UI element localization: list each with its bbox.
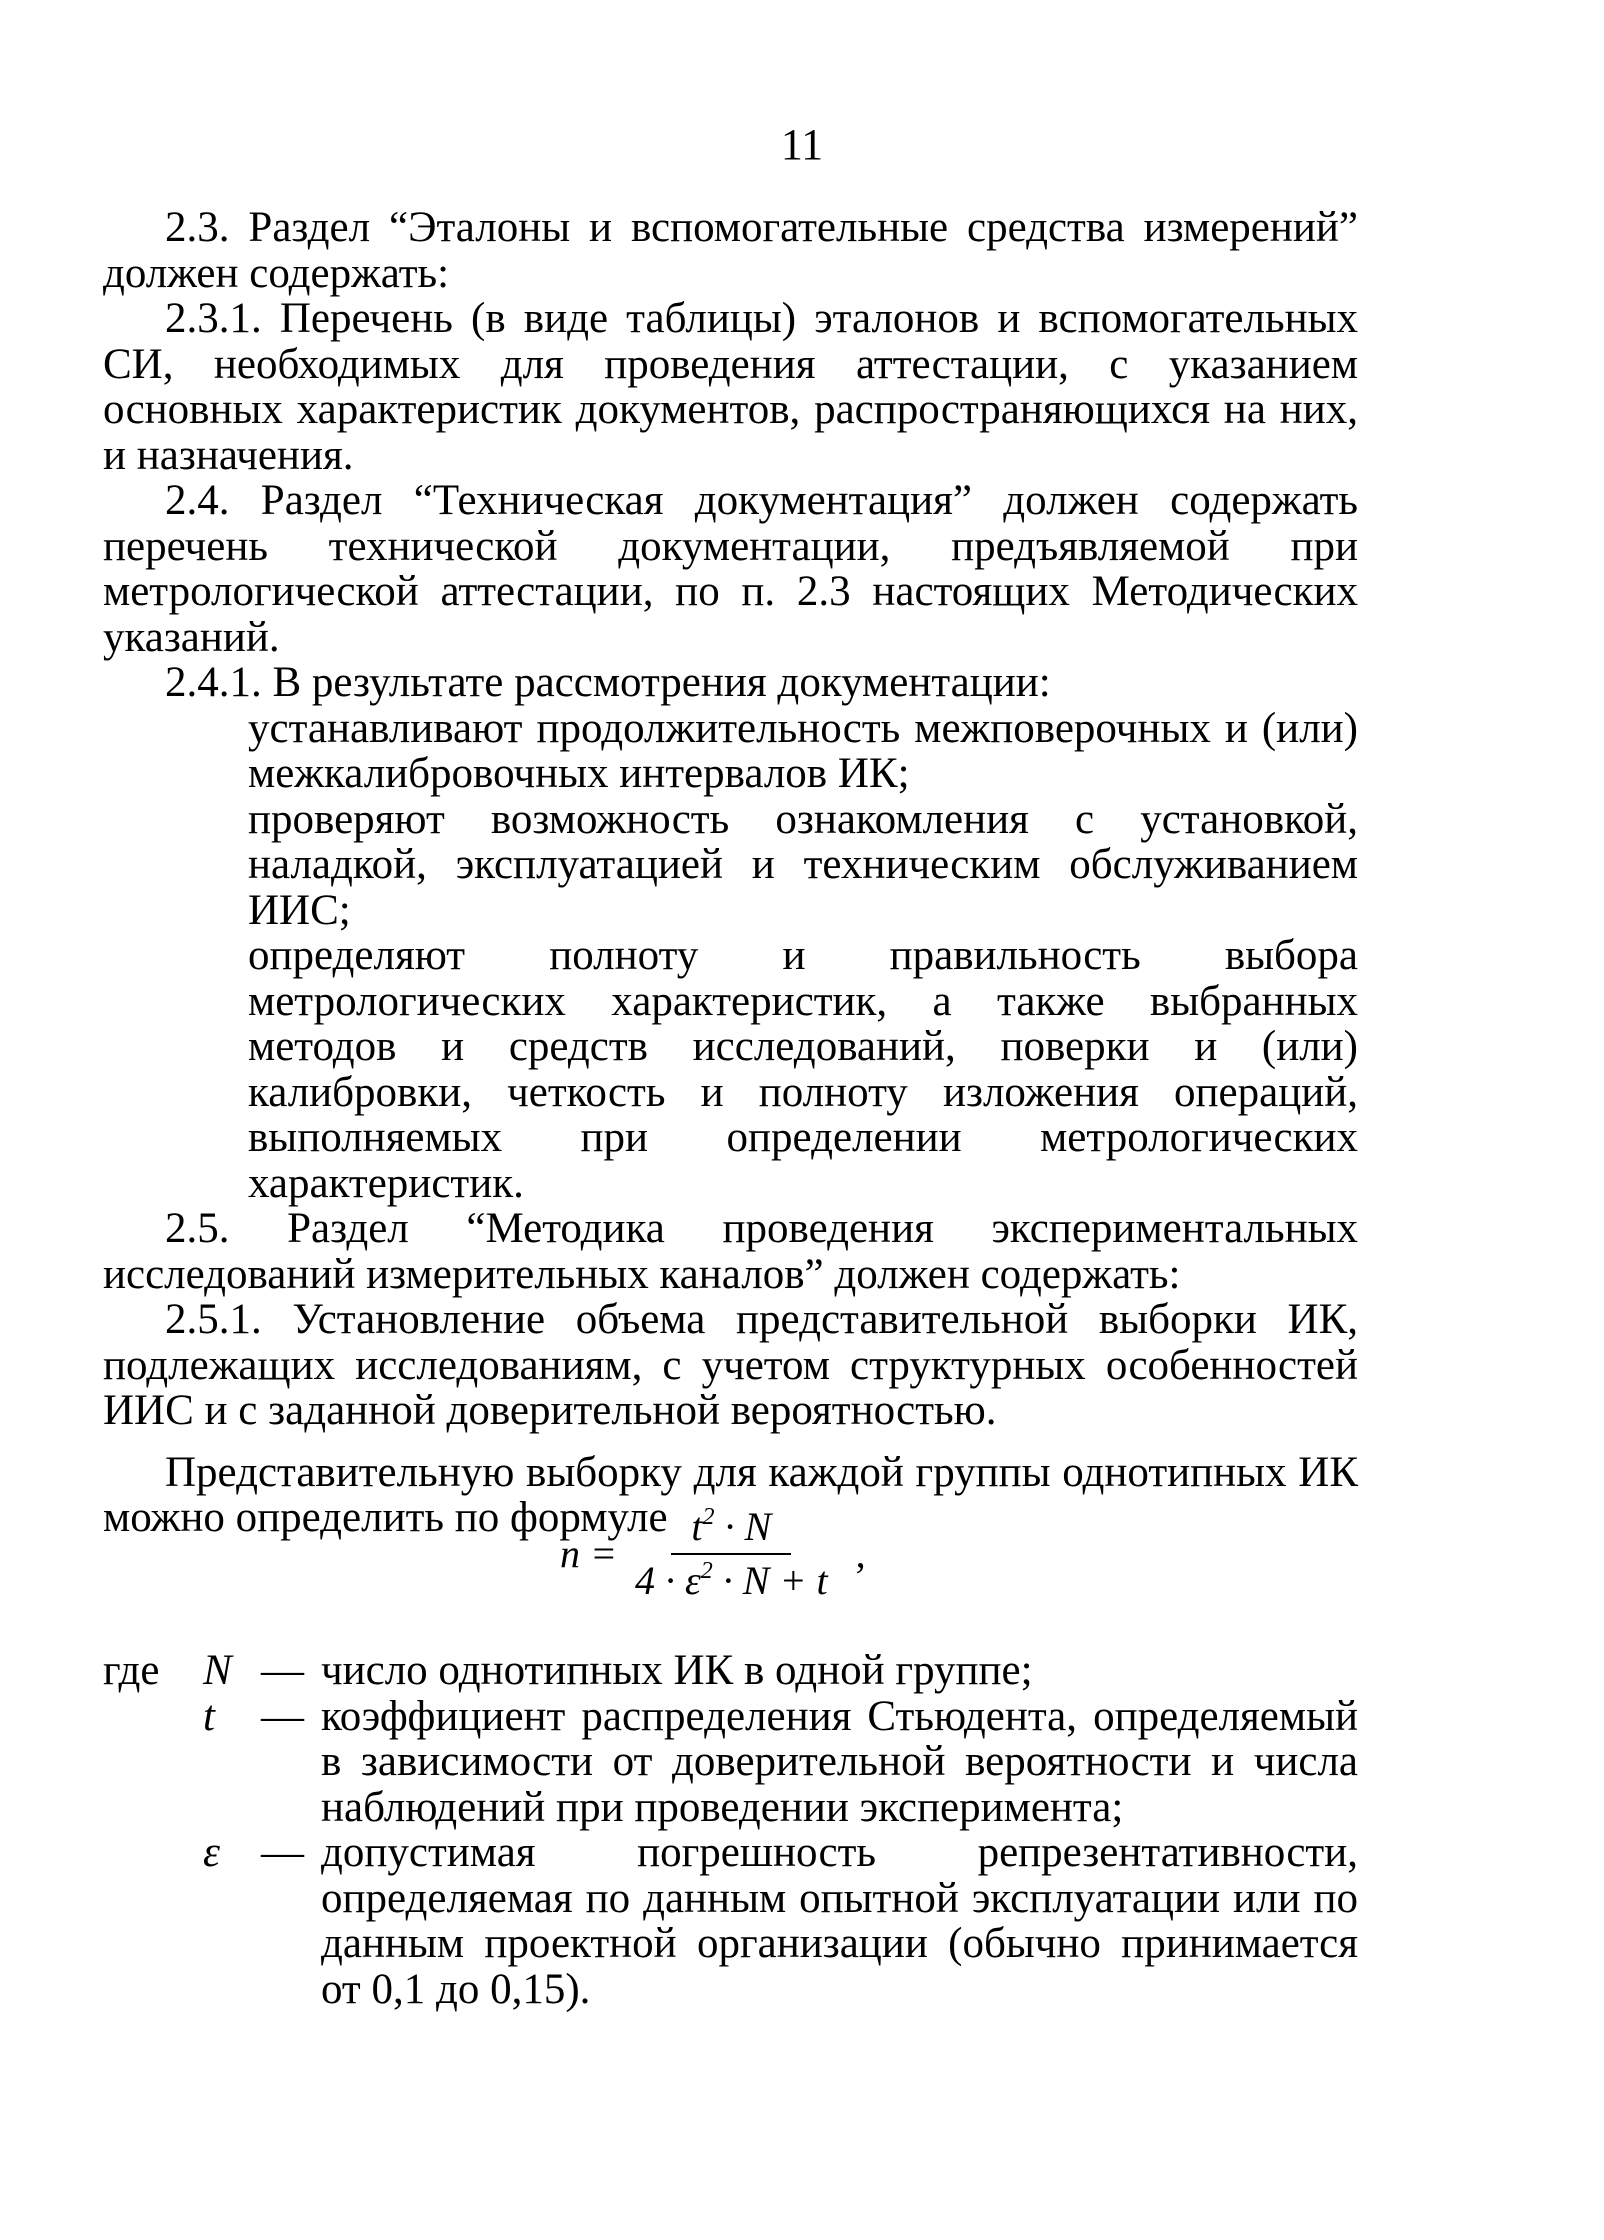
- legend-symbol: ε: [203, 1829, 220, 1876]
- legend-row: [103, 1694, 1358, 1831]
- formula-den-a: 4 · ε: [635, 1558, 701, 1603]
- where-legend: [103, 1648, 1358, 2012]
- page-number: 11: [780, 120, 824, 169]
- paragraph-2-4-1: 2.4.1. В результате рассмотрения документации:: [165, 659, 1051, 706]
- formula-den-exponent: 2: [700, 1558, 713, 1584]
- paragraph-2-3: 2.3. Раздел “Эталоны и вспомогательные средства измерений” должен содержать:: [103, 204, 1358, 297]
- legend-text: коэффициент распределения Стьюдента, определяемый в зависимости от доверительной вероятности и числа наблюдений при проведении эксперимента;: [321, 1692, 1358, 1831]
- legend-text: число однотипных ИК в одной группе;: [321, 1647, 1033, 1694]
- legend-dash: —: [261, 1647, 304, 1694]
- legend-dash: —: [261, 1829, 304, 1876]
- formula-comma: ,: [855, 1531, 866, 1576]
- formula-denominator: [627, 1555, 836, 1603]
- legend-text: допустимая погрешность репрезентативности, определяемая по данным опытной эксплуатации или по данным проектной организации (обычно принимается от 0,1 до 0,15).: [321, 1829, 1358, 2013]
- formula-lhs: n =: [560, 1531, 617, 1576]
- legend-symbol: N: [203, 1647, 232, 1694]
- legend-dash: —: [261, 1692, 304, 1740]
- paragraph-2-5: 2.5. Раздел “Методика проведения экспериментальных исследований измерительных каналов” должен содержать:: [103, 1205, 1358, 1298]
- formula-den-b: · N + t: [712, 1558, 828, 1603]
- list-item-completeness: определяют полноту и правильность выбора метрологических характеристик, а также выбранных методов и средств исследований, поверки и (или) калибровки, четкость и полноту изложения операций, выполняемых при определении метрологических характеристик.: [248, 932, 1358, 1207]
- legend-symbol: t: [203, 1692, 215, 1740]
- paragraph-2-5-1: 2.5.1. Установление объема представительной выборки ИК, подлежащих исследованиям, с учетом структурных особенностей ИИС и с заданной доверительной вероятностью.: [103, 1296, 1358, 1434]
- legend-row: [103, 1830, 1358, 2012]
- list-item-intervals: устанавливают продолжительность межповерочных и (или) межкалибровочных интервалов ИК;: [248, 704, 1358, 797]
- formula-num-exponent: 2: [702, 1504, 715, 1530]
- where-label: где: [103, 1647, 160, 1694]
- formula-num-t: t: [691, 1504, 703, 1549]
- paragraph-2-4: 2.4. Раздел “Техническая документация” должен содержать перечень технической документации, предъявляемой при метрологической аттестации, по п. 2.3 настоящих Методических указаний.: [103, 477, 1358, 661]
- paragraph-2-3-1: 2.3.1. Перечень (в виде таблицы) эталонов и вспомогательных СИ, необходимых для проведения аттестации, с указанием основных характеристик документов, распространяющихся на них, и назначения.: [103, 295, 1358, 479]
- formula-num-rest: · N: [714, 1504, 772, 1549]
- formula-fraction: [627, 1505, 836, 1603]
- list-item-familiarization: проверяют возможность ознакомления с установкой, наладкой, эксплуатацией и техническим обслуживанием ИИС;: [248, 795, 1358, 934]
- legend-row: [103, 1648, 1358, 1694]
- paragraph-sample-formula-intro: Представительную выборку для каждой группы однотипных ИК можно определить по формуле: [103, 1448, 1358, 1541]
- formula-numerator: [671, 1505, 791, 1555]
- body-text: [103, 205, 1358, 1541]
- sample-size-formula: [560, 1505, 866, 1603]
